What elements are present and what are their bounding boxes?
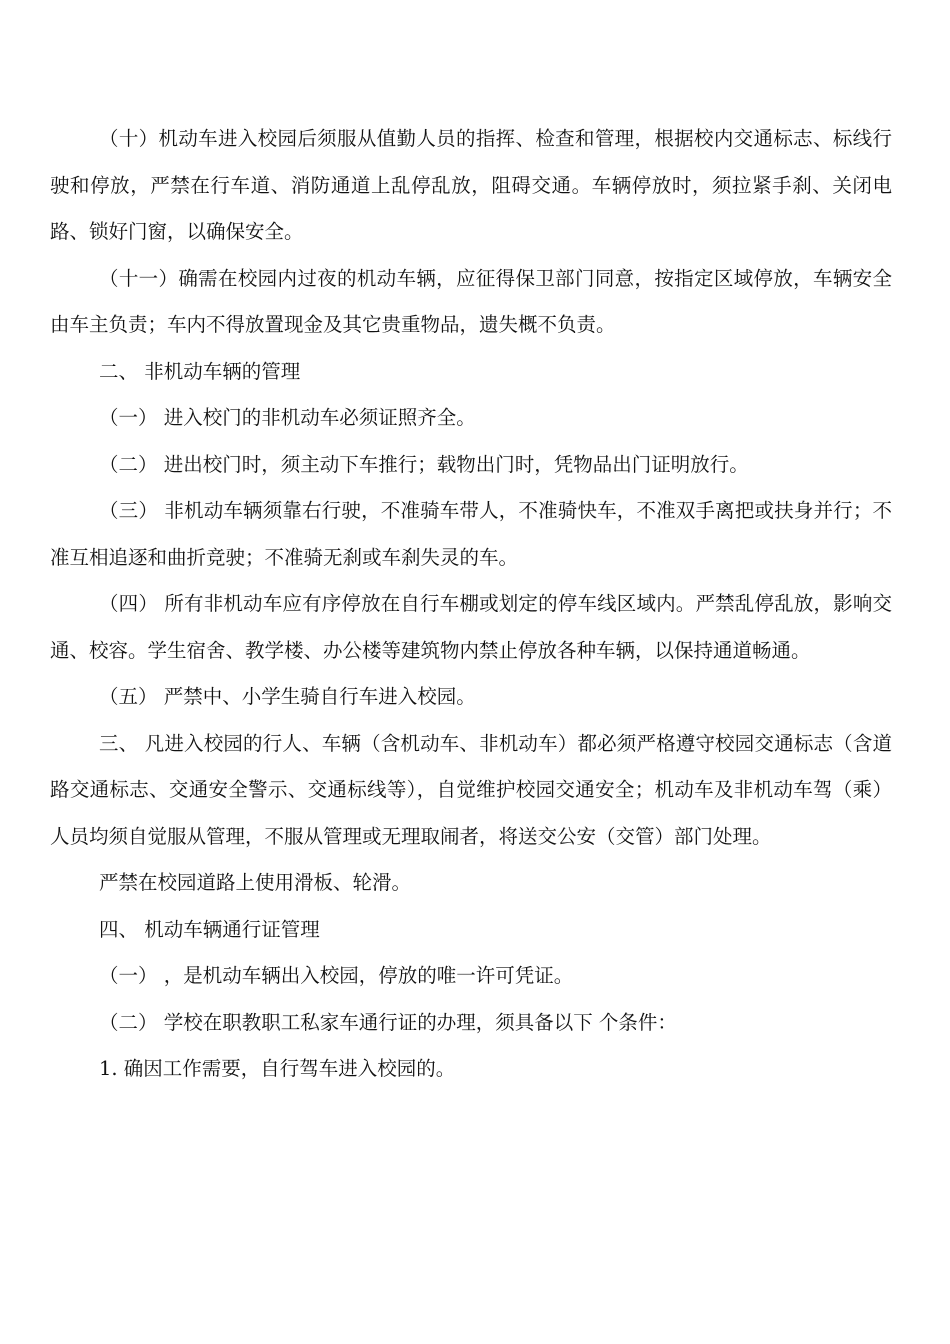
paragraph-skateboard-ban: 严禁在校园道路上使用滑板、轮滑。 — [99, 871, 412, 894]
paragraph-11-overnight-parking: （十一）确需在校园内过夜的机动车辆，应征得保卫部门同意，按指定区域停放，车辆安全由车主负责；车内不得放置现金及其它贵重物品，遗失概不负责。 — [50, 266, 892, 336]
document-body — [50, 116, 892, 1093]
section-heading-vehicle-pass: 四、 机动车辆通行证管理 — [99, 917, 320, 941]
paragraph-pass-2: （二） 学校在职教职工私家车通行证的办理，须具备以下 个条件： — [99, 1010, 677, 1034]
paragraph-10-vehicle-rules: （十）机动车进入校园后须服从值勤人员的指挥、检查和管理，根据校内交通标志、标线行驶和停放，严禁在行车道、消防通道上乱停乱放，阻碍交通。车辆停放时，须拉紧手刹、关闭电路、锁好门窗，以确保安全。 — [50, 127, 892, 243]
paragraph-non-motor-5: （五） 严禁中、小学生骑自行车进入校园。 — [99, 685, 476, 708]
section-heading-non-motor-vehicles: 二、 非机动车辆的管理 — [99, 359, 301, 383]
paragraph-non-motor-2: （二） 进出校门时，须主动下车推行；载物出门时，凭物品出门证明放行。 — [99, 452, 749, 476]
paragraph-pass-condition-1: 1. 确因工作需要，自行驾车进入校园的。 — [99, 1057, 456, 1080]
paragraph-non-motor-3: （三） 非机动车辆须靠右行驶，不准骑车带人，不准骑快车，不准双手离把或扶身并行；不准互相追逐和曲折竞驶；不准骑无刹或车刹失灵的车。 — [50, 499, 892, 569]
paragraph-non-motor-4: （四） 所有非机动车应有序停放在自行车棚或划定的停车线区域内。严禁乱停乱放，影响交通、校容。学生宿舍、教学楼、办公楼等建筑物内禁止停放各种车辆，以保持通道畅通。 — [50, 592, 892, 662]
paragraph-pass-1: （一） ，是机动车辆出入校园，停放的唯一许可凭证。 — [99, 964, 574, 987]
paragraph-non-motor-1: （一） 进入校门的非机动车必须证照齐全。 — [99, 406, 476, 429]
section-three-traffic-rules: 三、 凡进入校园的行人、车辆（含机动车、非机动车）都必须严格遵守校园交通标志（含道路交通标志、交通安全警示、交通标线等），自觉维护校园交通安全；机动车及非机动车驾（乘）人员均须自觉服从管理，不服从管理或无理取闹者，将送交公安（交管）部门处理。 — [50, 731, 892, 848]
